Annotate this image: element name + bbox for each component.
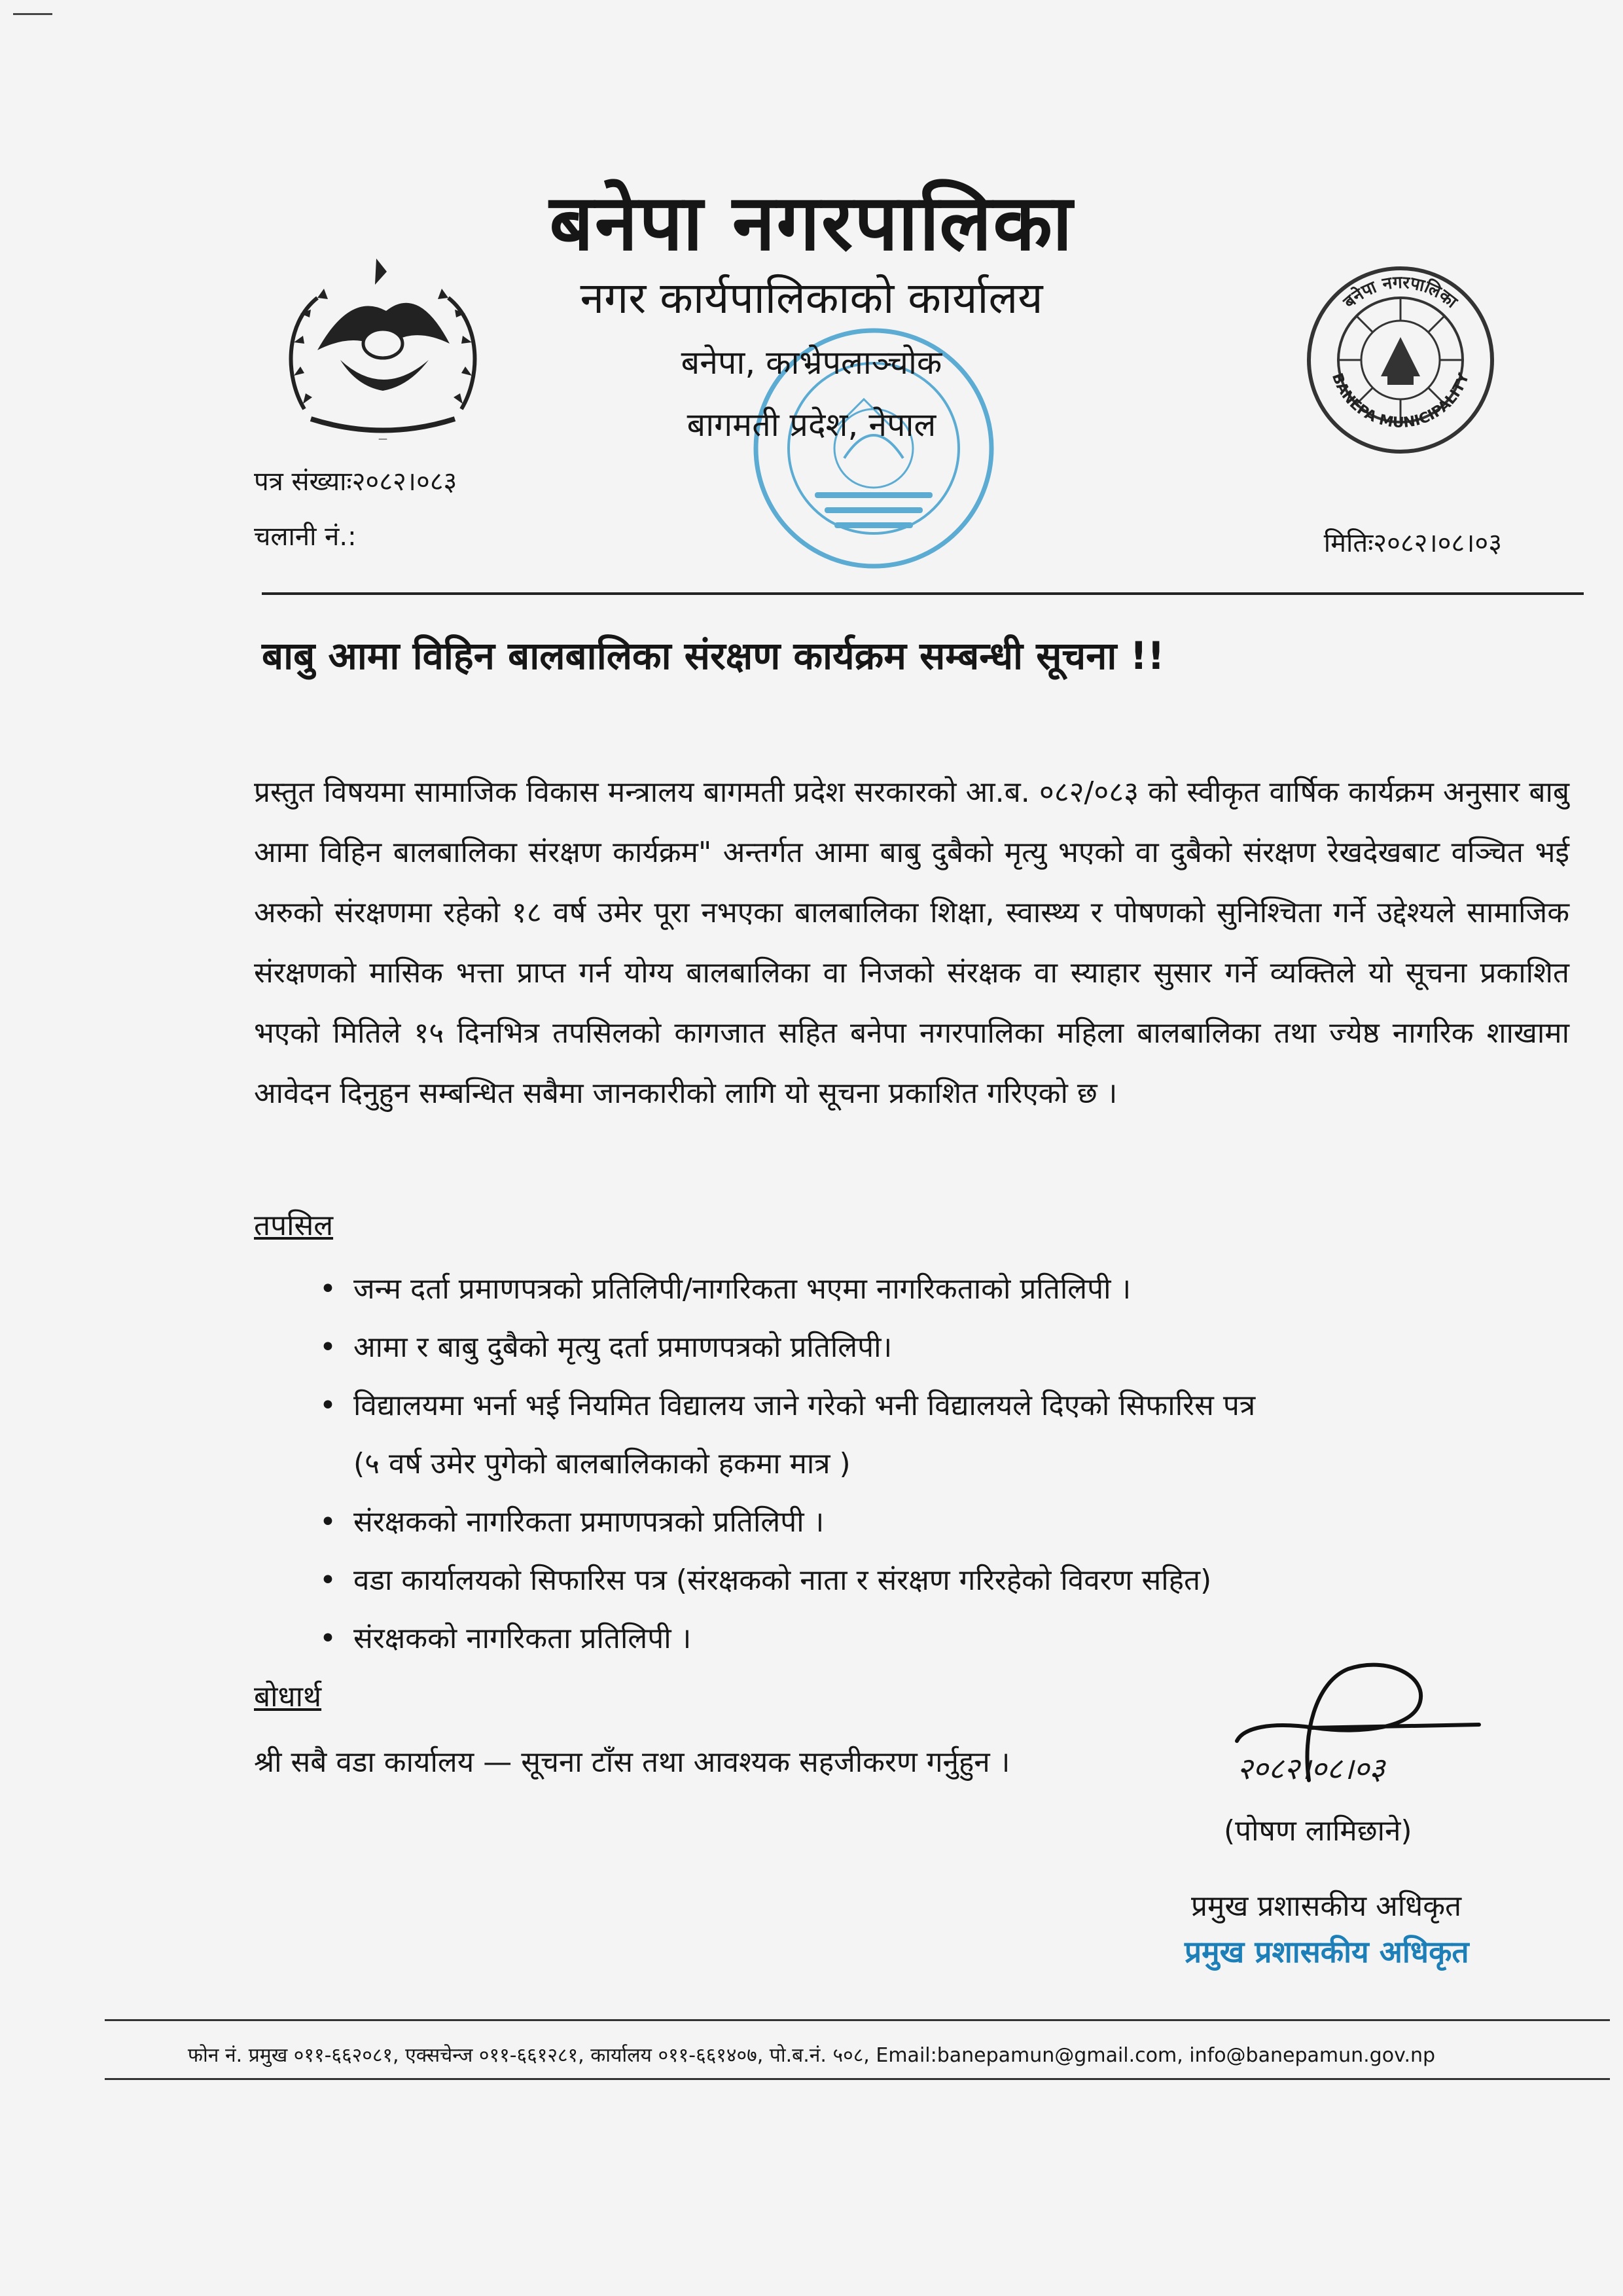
required-documents-list (308, 1260, 1584, 1668)
cc-line: श्री सबै वडा कार्यालय — सूचना टाँस तथा आवश्यक सहजीकरण गर्नुहुन । (254, 1746, 1010, 1779)
bullet-icon: • (319, 1331, 336, 1364)
address-line-1: बनेपा, काभ्रेपलाञ्चोक (681, 344, 942, 382)
notice-body: प्रस्तुत विषयमा सामाजिक विकास मन्त्रालय बागमती प्रदेश सरकारको आ.ब. ०८२/०८३ को स्वीकृत वार्षिक कार्यक्रम अनुसार बाबु आमा विहिन बालबालिका संरक्षण कार्यक्रम" अन्तर्गत आमा बाबु दुबैको मृत्यु भएको वा दुबैको संरक्षण रेखदेखबाट वञ्चित भई अरुको संरक्षणमा रहेको १८ वर्ष उमेर पूरा नभएका बालबालिका शिक्षा, स्वास्थ्य र पोषणको सुनिश्चिता गर्ने उद्देश्यले सामाजिक संरक्षणको मासिक भत्ता प्राप्त गर्न योग्य बालबालिका वा निजको संरक्षक वा स्याहार सुसार गर्ने व्यक्तिले यो सूचना प्रकाशित भएको मितिले १५ दिनभित्र तपसिलको कागजात सहित बनेपा नगरपालिका महिला बालबालिका तथा ज्येष्ठ नागरिक शाखामा आवेदन दिनुहुन सम्बन्धित सबैमा जानकारीको लागि यो सूचना प्रकाशित गरिएको छ । (254, 776, 1569, 1110)
list-item: • वडा कार्यालयको सिफारिस पत्र (संरक्षकको नाता र संरक्षण गरिरहेको विवरण सहित) (308, 1551, 1584, 1609)
footer-divider-bottom (105, 2078, 1610, 2080)
bullet-icon: • (319, 1389, 336, 1422)
office-name: नगर कार्यपालिकाको कार्यालय (580, 273, 1043, 323)
header-divider (262, 592, 1584, 595)
list-item-continuation: (५ वर्ष उमेर पुगेको बालबालिकाको हकमा मात्र ) (353, 1447, 851, 1480)
letter-date: मितिः२०८२।०८।०३ (1323, 528, 1502, 558)
handwritten-date: २०८२।०८।०३ (1237, 1751, 1385, 1786)
designation-stamp: प्रमुख प्रशासकीय अधिकृत (1185, 1934, 1469, 1969)
org-name: बनेपा नगरपालिका (549, 177, 1074, 268)
footer-divider-top (105, 2019, 1610, 2021)
seal-bottom-text: BANEPA MUNICIPALITY (1328, 370, 1473, 431)
signer-name: (पोषण लामिछाने) (1224, 1814, 1412, 1848)
bullet-icon: • (319, 1272, 336, 1306)
bullet-icon: • (319, 1564, 336, 1597)
details-label: तपसिल (254, 1209, 334, 1242)
info-label: बोधार्थ (254, 1680, 322, 1713)
signer-designation: प्रमुख प्रशासकीय अधिकृत (1191, 1890, 1462, 1923)
address-line-2: बागमती प्रदेश, नेपाल (687, 406, 936, 444)
list-item: • आमा र बाबु दुबैको मृत्यु दर्ता प्रमाणपत्रको प्रतिलिपी। (308, 1318, 1584, 1376)
bullet-icon: • (319, 1505, 336, 1539)
list-item: • जन्म दर्ता प्रमाणपत्रको प्रतिलिपी/नागरिकता भएमा नागरिकताको प्रतिलिपी । (308, 1260, 1584, 1318)
svg-text:—: — (378, 434, 387, 444)
letter-number: पत्र संख्याः२०८२।०८३ (254, 467, 457, 497)
list-item: • विद्यालयमा भर्ना भई नियमित विद्यालय जाने गरेको भनी विद्यालयले दिएको सिफारिस पत्र (308, 1376, 1584, 1435)
list-item: • संरक्षकको नागरिकता प्रतिलिपी । (308, 1609, 1584, 1668)
notice-heading: बाबु आमा विहिन बालबालिका संरक्षण कार्यक्रम सम्बन्धी सूचना !! (262, 634, 1165, 678)
scan-edge-mark (13, 13, 52, 15)
footer-contact: फोन नं. प्रमुख ०११-६६२०८१, एक्सचेन्ज ०११-६६१२८१, कार्यालय ०११-६६१४०७, पो.ब.नं. ५०८, Email:banepamun@gmail.com, info@banepamun.gov.np (187, 2044, 1436, 2067)
dispatch-number: चलानी नं.: (254, 522, 357, 552)
bullet-icon: • (319, 1622, 336, 1655)
list-item: • संरक्षकको नागरिकता प्रमाणपत्रको प्रतिलिपी । (308, 1493, 1584, 1551)
seal-top-text: बनेपा नगरपालिका (1340, 272, 1461, 313)
